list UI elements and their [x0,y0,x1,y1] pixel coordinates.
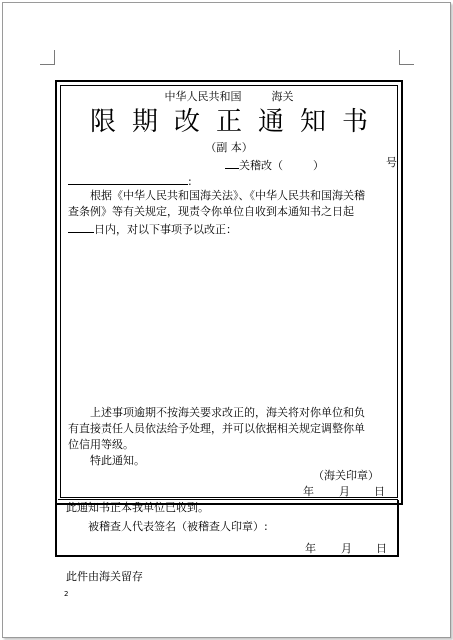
ref-prefix: 关稽改（ [239,159,283,172]
crop-mark-top-left [40,50,55,65]
copy-label: （副 本） [205,141,253,154]
receipt-box [55,500,399,557]
receipt-line1: 此通知书正本我单位已收到。 [66,501,209,514]
country-name: 中华人民共和国 [164,90,242,103]
reference-line [225,156,324,173]
customs-blank [225,156,239,169]
para1-line1: 根据《中华人民共和国海关法》、《中华人民共和国海关稽 [90,189,365,202]
para2-line1: 上述事项逾期不按海关要求改正的，海关将对你单位和负 [90,406,365,419]
issuing-authority [60,90,398,104]
para2-line3: 位信用等级。 [68,438,134,451]
seal-day: 日 [374,485,385,498]
receipt-year: 年 [305,542,316,555]
paragraph-1 [68,188,394,238]
para1-line3 [68,220,394,238]
crop-mark-top-right [399,50,414,65]
seal-month: 月 [339,485,350,498]
para1-line3-text: 日内，对以下事项予以改正： [94,223,237,236]
footer-note: 此件由海关留存 [66,570,143,583]
para2-line2: 有直接责任人员依法给予处理，并可以依据相关规定调整你单 [68,422,365,435]
seal-year: 年 [303,485,314,498]
customs-seal-label: （海关印章） [313,469,379,482]
para1-line2: 查条例》等有关规定，现责令你单位自收到本通知书之日起 [68,205,354,218]
addressee-blank [68,172,188,185]
document-title: 限期改正通知书 [89,107,384,137]
notice-text: 特此通知。 [90,454,145,467]
ref-number-label: 号 [386,156,397,169]
customs-name: 海关 [271,90,294,103]
ref-suffix: ） [313,159,324,172]
receipt-day: 日 [376,542,387,555]
paragraph-2 [68,405,394,469]
page-number: 2 [64,590,69,598]
addressee-line [68,172,192,189]
addressee-colon: : [188,175,192,188]
receipt-line2: 被稽查人代表签名（被稽查人印章）: [88,520,268,533]
days-blank [68,220,94,233]
receipt-month: 月 [341,542,352,555]
